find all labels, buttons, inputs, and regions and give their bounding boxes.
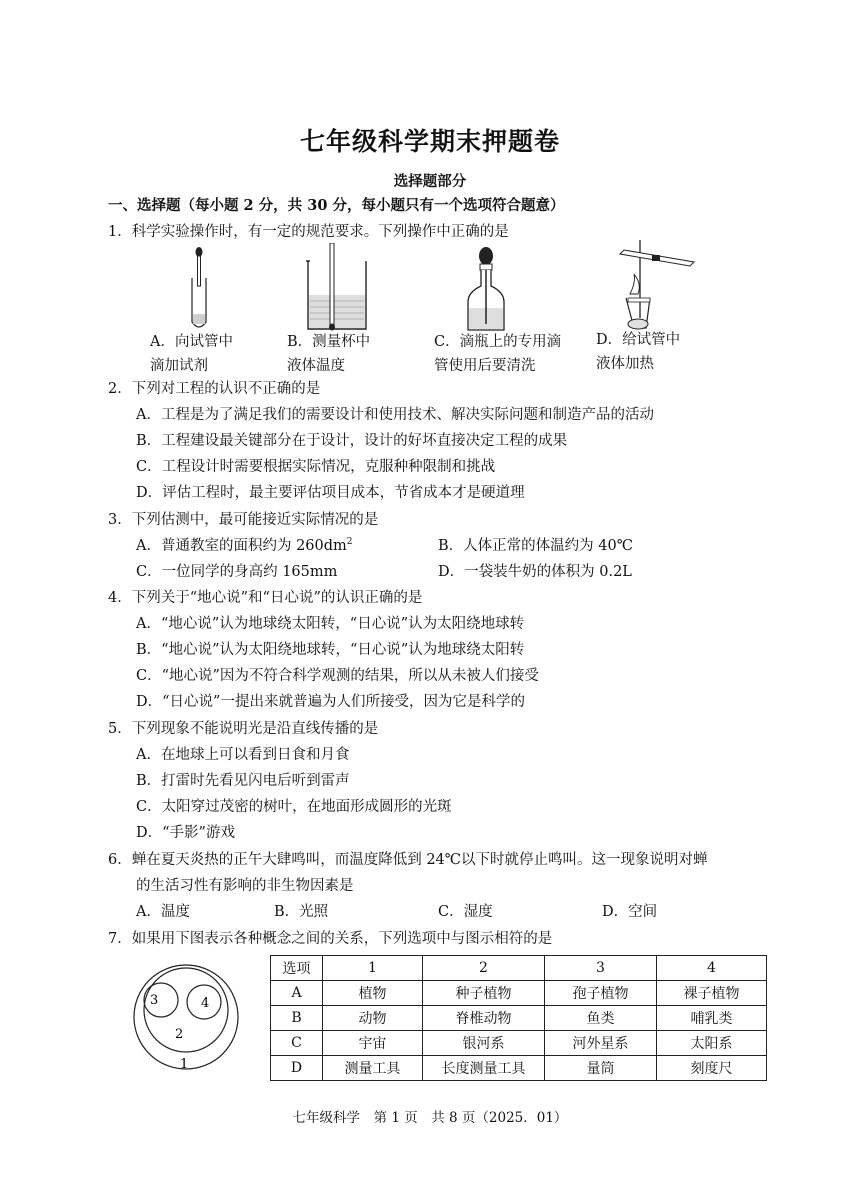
q2-option-a: A．工程是为了满足我们的需要设计和使用技术、解决实际问题和制造产品的活动	[136, 407, 654, 423]
q1-option-c: C．滴瓶上的专用滴 管使用后要清洗	[434, 334, 562, 374]
table-header-cell: 2	[423, 956, 545, 981]
table-cell: 长度测量工具	[423, 1056, 545, 1081]
q2-option-d: D．评估工程时，最主要评估项目成本，节省成本才是硬道理	[136, 485, 525, 501]
q4-option-d: D．“日心说”一提出来就普遍为人们所接受，因为它是科学的	[136, 694, 525, 710]
q2-option-b: B．工程建设最关键部分在于设计，设计的好坏直接决定工程的成果	[136, 433, 568, 449]
q4-option-b: B．“地心说”认为太阳绕地球转，“日心说”认为地球绕太阳转	[136, 642, 525, 658]
table-cell: 银河系	[423, 1031, 545, 1056]
table-row	[271, 1056, 767, 1081]
table-cell: D	[271, 1056, 323, 1081]
q6-option-c: C．湿度	[438, 904, 493, 920]
q3-stem: 3．下列估测中，最可能接近实际情况的是	[108, 512, 379, 528]
q3-option-d: D．一袋装牛奶的体积为 0.2L	[438, 564, 632, 580]
table-header-cell: 4	[657, 956, 767, 981]
table-cell: 鱼类	[545, 1006, 657, 1031]
q4-option-a: A．“地心说”认为地球绕太阳转，“日心说”认为太阳绕地球转	[136, 616, 525, 632]
q7-concept-diagram	[132, 962, 242, 1074]
q1-figure-a-dropper-into-test-tube	[186, 246, 212, 332]
table-cell: B	[271, 1006, 323, 1031]
q1-option-a: A．向试管中 滴加试剂	[150, 334, 233, 374]
table-cell: 裸子植物	[657, 981, 767, 1006]
q6-stem-line2: 的生活习性有影响的非生物因素是	[136, 878, 354, 894]
q1-stem: 1．科学实验操作时，有一定的规范要求。下列操作中正确的是	[108, 224, 509, 240]
q1-figure-c-dropper-bottle	[466, 246, 506, 332]
diagram-label-2: 2	[175, 1027, 184, 1042]
table-cell: 植物	[323, 981, 423, 1006]
q1-figure-b-thermometer-in-beaker	[304, 243, 370, 333]
table-header-cell: 3	[545, 956, 657, 981]
page-footer: 七年级科学 第 1 页 共 8 页（2025．01）	[292, 1110, 568, 1126]
q5-stem: 5．下列现象不能说明光是沿直线传播的是	[108, 721, 379, 737]
q3-option-b: B．人体正常的体温约为 40℃	[438, 538, 633, 554]
diagram-circle-1	[134, 965, 238, 1069]
table-header-row	[271, 956, 767, 981]
diagram-circle-2	[144, 968, 228, 1052]
q5-option-b: B．打雷时先看见闪电后听到雷声	[136, 773, 350, 789]
table-header-cell: 1	[323, 956, 423, 981]
q6-option-a: A．温度	[136, 904, 190, 920]
q4-stem: 4．下列关于“地心说”和“日心说”的认识正确的是	[108, 590, 423, 606]
table-cell: 太阳系	[657, 1031, 767, 1056]
q5-option-d: D．“手影”游戏	[136, 825, 235, 841]
table-cell: 哺乳类	[657, 1006, 767, 1031]
table-row	[271, 981, 767, 1006]
table-cell: A	[271, 981, 323, 1006]
table-cell: C	[271, 1031, 323, 1056]
table-cell: 宇宙	[323, 1031, 423, 1056]
q4-option-c: C．“地心说”因为不符合科学观测的结果，所以从未被人们接受	[136, 668, 539, 684]
table-header-cell: 选项	[271, 956, 323, 981]
table-cell: 河外星系	[545, 1031, 657, 1056]
section-heading: 一、选择题（每小题 2 分，共 30 分，每小题只有一个选项符合题意）	[108, 197, 565, 214]
q6-stem-line1: 6．蝉在夏天炎热的正午大肆鸣叫，而温度降低到 24℃以下时就停止鸣叫。这一现象说明对蝉	[108, 852, 708, 868]
page-title: 七年级科学期末押题卷	[299, 127, 560, 156]
diagram-label-3: 3	[150, 993, 159, 1008]
q2-stem: 2．下列对工程的认识不正确的是	[108, 381, 321, 397]
q1-figure-d-heating-test-tube	[616, 236, 696, 334]
table-cell: 动物	[323, 1006, 423, 1031]
q7-options-table	[270, 955, 767, 1081]
q3-option-a: A．普通教室的面积约为 $260dm^2$	[136, 537, 353, 554]
q1-option-b: B．测量杯中 液体温度	[287, 334, 371, 374]
table-cell: 量筒	[545, 1056, 657, 1081]
q3-option-c: C．一位同学的身高约 165mm	[136, 564, 338, 580]
q7-stem: 7．如果用下图表示各种概念之间的关系，下列选项中与图示相符的是	[108, 931, 553, 947]
table-cell: 刻度尺	[657, 1056, 767, 1081]
table-cell: 脊椎动物	[423, 1006, 545, 1031]
q5-option-c: C．太阳穿过茂密的树叶，在地面形成圆形的光斑	[136, 799, 452, 815]
table-row	[271, 1006, 767, 1031]
diagram-label-4: 4	[201, 996, 210, 1011]
table-cell: 孢子植物	[545, 981, 657, 1006]
section-subtitle: 选择题部分	[393, 173, 467, 190]
table-row	[271, 1031, 767, 1056]
table-cell: 种子植物	[423, 981, 545, 1006]
q6-option-b: B．光照	[274, 904, 329, 920]
table-cell: 测量工具	[323, 1056, 423, 1081]
q6-option-d: D．空间	[602, 904, 658, 920]
q1-option-d: D．给试管中 液体加热	[596, 332, 681, 372]
q5-option-a: A．在地球上可以看到日食和月食	[136, 747, 350, 763]
diagram-label-1: 1	[180, 1057, 189, 1072]
q2-option-c: C．工程设计时需要根据实际情况，克服种种限制和挑战	[136, 459, 496, 475]
